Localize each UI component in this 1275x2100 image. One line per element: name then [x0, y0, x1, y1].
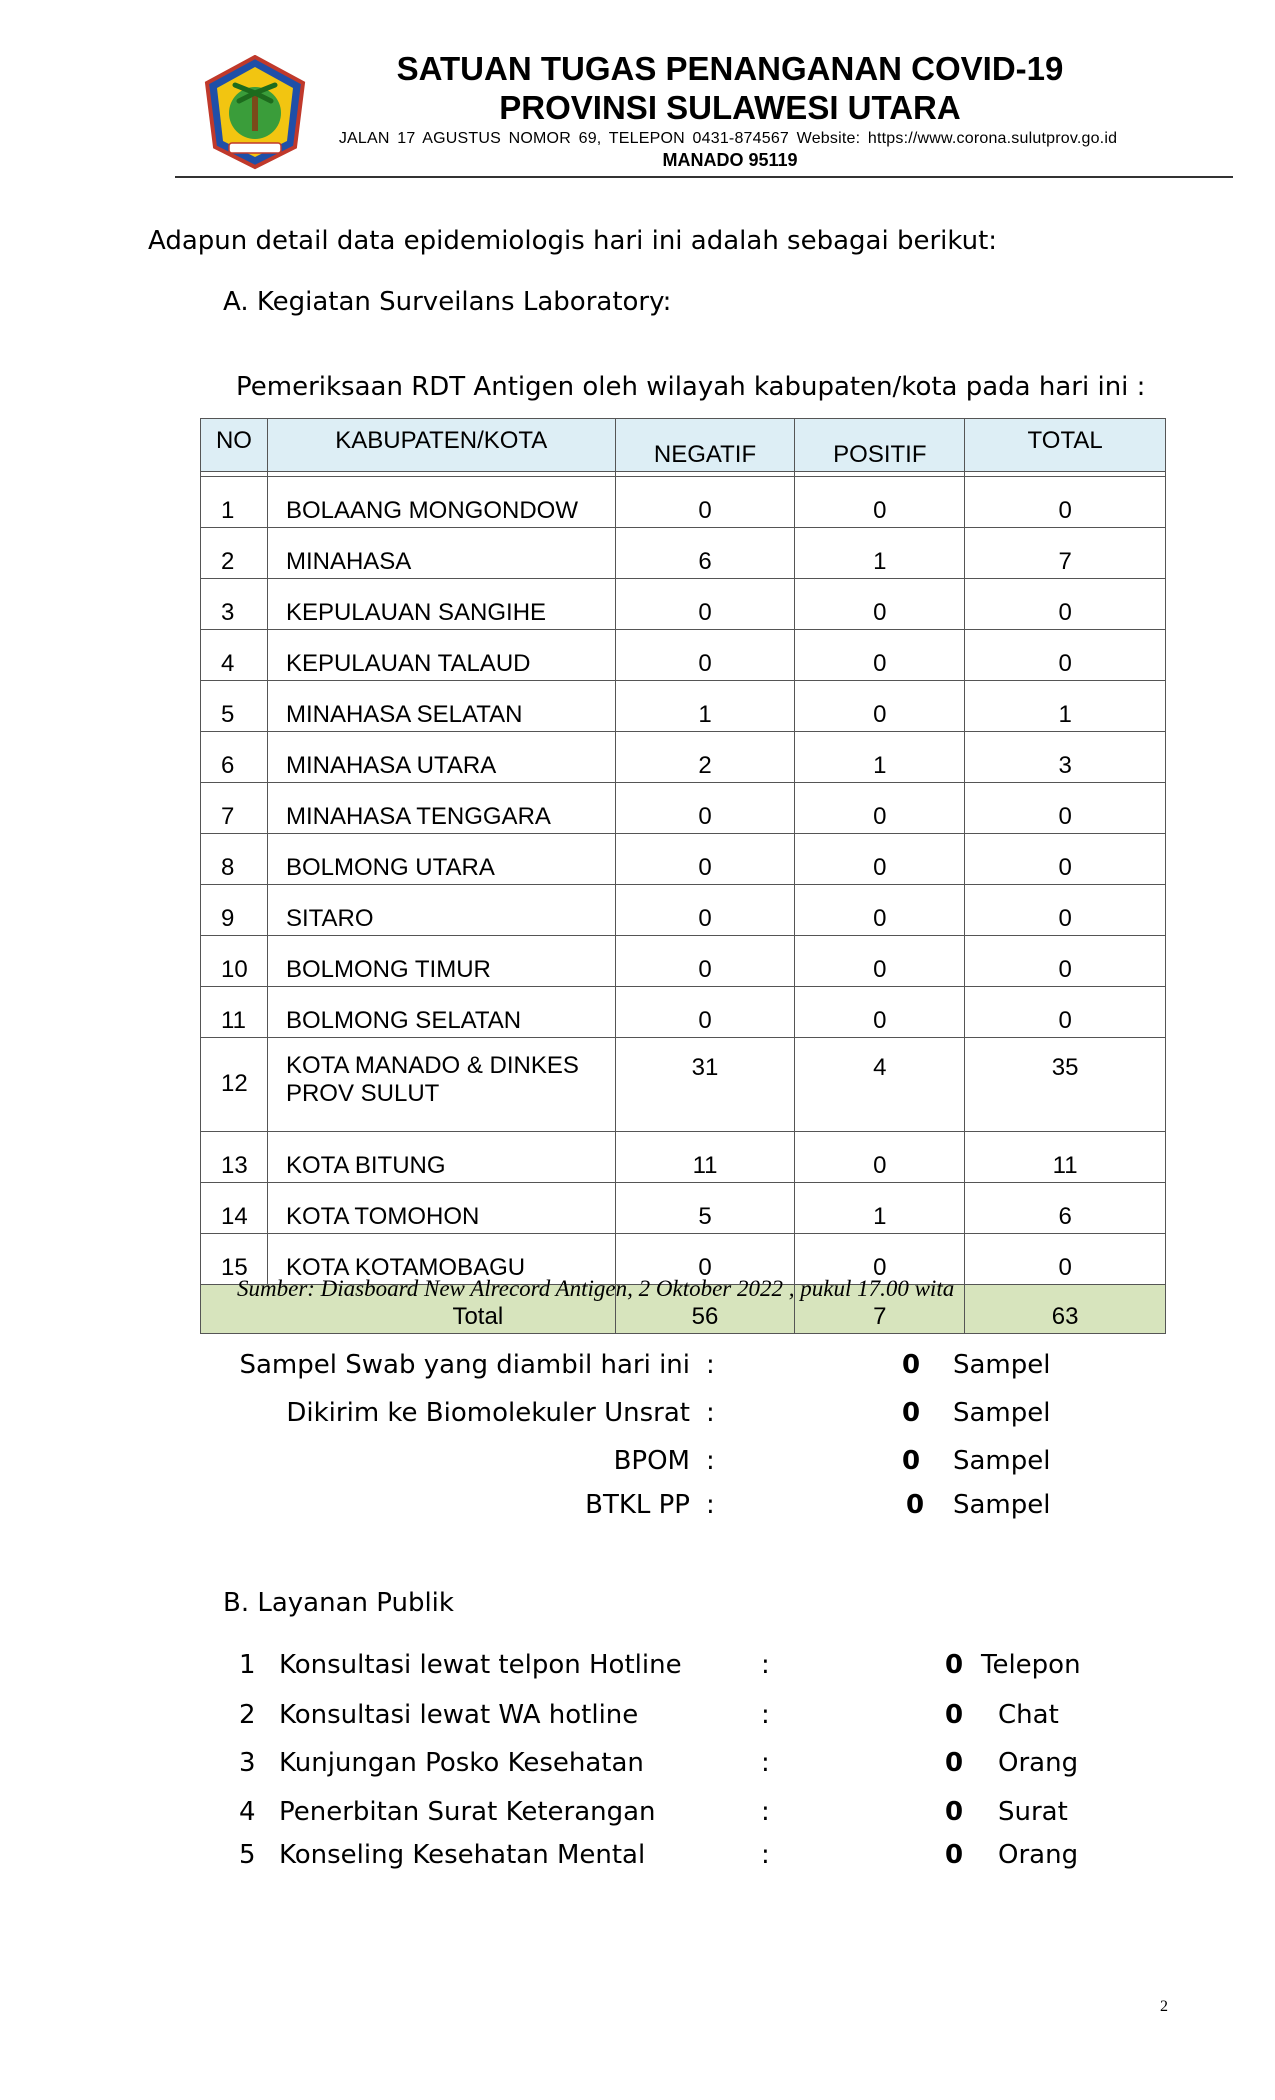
- provincial-emblem-icon: [203, 55, 308, 170]
- row-positif: 0: [795, 885, 965, 936]
- row-positif: 0: [795, 834, 965, 885]
- table-header-row: [201, 419, 1166, 472]
- row-negatif: 1: [615, 681, 795, 732]
- service-label: Konsultasi lewat telpon Hotline: [279, 1650, 682, 1680]
- row-positif: 0: [795, 783, 965, 834]
- service-label: Konseling Kesehatan Mental: [279, 1840, 646, 1870]
- org-city: MANADO 95119: [662, 150, 798, 170]
- table-row: [201, 1038, 1166, 1132]
- row-region: BOLMONG TIMUR: [267, 936, 615, 987]
- row-total: 11: [965, 1132, 1166, 1183]
- section-b-title: B. Layanan Publik: [223, 1588, 454, 1618]
- row-total: 0: [965, 936, 1166, 987]
- row-negatif: 0: [615, 834, 795, 885]
- row-positif: 0: [795, 477, 965, 528]
- service-value: 0: [945, 1748, 964, 1778]
- row-negatif: 0: [615, 579, 795, 630]
- service-value: 0: [945, 1797, 964, 1827]
- row-positif: 1: [795, 528, 965, 579]
- table-row: [201, 936, 1166, 987]
- row-region: KOTA TOMOHON: [267, 1183, 615, 1234]
- service-label: Kunjungan Posko Kesehatan: [279, 1748, 644, 1778]
- row-total: 0: [965, 885, 1166, 936]
- row-positif: 0: [795, 987, 965, 1038]
- row-no: 15: [201, 1234, 268, 1285]
- row-no: 4: [201, 630, 268, 681]
- service-unit: Surat: [998, 1797, 1068, 1827]
- row-negatif: 5: [615, 1183, 795, 1234]
- col-header-positif: POSITIF: [795, 419, 965, 472]
- page-number: 2: [1160, 1998, 1168, 2015]
- sample-value: 0: [902, 1446, 921, 1476]
- service-colon: :: [761, 1700, 770, 1730]
- row-no: 3: [201, 579, 268, 630]
- row-negatif: 0: [615, 987, 795, 1038]
- table-row: [201, 1183, 1166, 1234]
- rdt-antigen-table: [200, 418, 1166, 1334]
- row-no: 9: [201, 885, 268, 936]
- table-row: [201, 1132, 1166, 1183]
- total-positif: 7: [795, 1285, 965, 1334]
- service-no: 3: [239, 1748, 256, 1778]
- row-region: KEPULAUAN SANGIHE: [267, 579, 615, 630]
- row-total: 0: [965, 1234, 1166, 1285]
- service-colon: :: [761, 1748, 770, 1778]
- service-value: 0: [945, 1700, 964, 1730]
- service-colon: :: [761, 1840, 770, 1870]
- row-region: MINAHASA TENGGARA: [267, 783, 615, 834]
- service-unit: Orang: [998, 1748, 1079, 1778]
- service-value: 0: [945, 1840, 964, 1870]
- col-header-total: TOTAL: [965, 419, 1166, 472]
- table-row: [201, 477, 1166, 528]
- service-unit: Orang: [998, 1840, 1079, 1870]
- row-no: 12: [201, 1038, 268, 1132]
- total-negatif: 56: [615, 1285, 795, 1334]
- row-negatif: 0: [615, 783, 795, 834]
- row-region: MINAHASA: [267, 528, 615, 579]
- sample-colon: :: [706, 1398, 715, 1428]
- row-region: KOTA MANADO & DINKES PROV SULUT: [267, 1038, 615, 1132]
- row-no: 2: [201, 528, 268, 579]
- row-region: SITARO: [267, 885, 615, 936]
- row-positif: 0: [795, 936, 965, 987]
- row-no: 13: [201, 1132, 268, 1183]
- sample-label: BTKL PP: [585, 1490, 690, 1520]
- total-label: Total: [201, 1285, 616, 1334]
- row-total: 0: [965, 630, 1166, 681]
- table-row: [201, 834, 1166, 885]
- row-positif: 0: [795, 1234, 965, 1285]
- service-no: 1: [239, 1650, 256, 1680]
- row-total: 3: [965, 732, 1166, 783]
- row-total: 0: [965, 783, 1166, 834]
- row-negatif: 0: [615, 1234, 795, 1285]
- row-no: 7: [201, 783, 268, 834]
- sample-unit: Sampel: [953, 1446, 1051, 1476]
- row-no: 14: [201, 1183, 268, 1234]
- table-row: [201, 630, 1166, 681]
- service-no: 4: [239, 1797, 256, 1827]
- row-total: 0: [965, 579, 1166, 630]
- service-no: 5: [239, 1840, 256, 1870]
- table-row: [201, 681, 1166, 732]
- row-negatif: 0: [615, 630, 795, 681]
- row-positif: 4: [795, 1038, 965, 1132]
- org-address: JALAN 17 AGUSTUS NOMOR 69, TELEPON 0431-874567 Website: https://www.corona.sulutprov.go.id: [338, 130, 1118, 147]
- service-no: 2: [239, 1700, 256, 1730]
- row-region: BOLMONG SELATAN: [267, 987, 615, 1038]
- row-negatif: 2: [615, 732, 795, 783]
- table-row: [201, 987, 1166, 1038]
- sample-value: 0: [902, 1398, 921, 1428]
- sample-label: BPOM: [613, 1446, 690, 1476]
- row-negatif: 0: [615, 885, 795, 936]
- table-source: Sumber: Diasboard New Alrecord Antigen, 2 Oktober 2022 , pukul 17.00 wita: [237, 1276, 955, 1301]
- sample-colon: :: [706, 1446, 715, 1476]
- row-no: 1: [201, 477, 268, 528]
- row-region: KEPULAUAN TALAUD: [267, 630, 615, 681]
- header-divider: [175, 176, 1233, 178]
- sample-colon: :: [706, 1490, 715, 1520]
- row-positif: 0: [795, 579, 965, 630]
- row-positif: 1: [795, 1183, 965, 1234]
- row-negatif: 6: [615, 528, 795, 579]
- row-positif: 1: [795, 732, 965, 783]
- org-province: PROVINSI SULAWESI UTARA: [499, 89, 961, 126]
- intro-text: Adapun detail data epidemiologis hari ini adalah sebagai berikut:: [148, 226, 998, 256]
- row-total: 7: [965, 528, 1166, 579]
- row-total: 0: [965, 987, 1166, 1038]
- sample-value: 0: [906, 1490, 925, 1520]
- service-value: 0: [945, 1650, 964, 1680]
- service-label: Konsultasi lewat WA hotline: [279, 1700, 639, 1730]
- row-region: KOTA BITUNG: [267, 1132, 615, 1183]
- service-colon: :: [761, 1797, 770, 1827]
- service-colon: :: [761, 1650, 770, 1680]
- sample-value: 0: [902, 1350, 921, 1380]
- row-region: MINAHASA SELATAN: [267, 681, 615, 732]
- row-negatif: 0: [615, 477, 795, 528]
- org-title: SATUAN TUGAS PENANGANAN COVID-19: [396, 50, 1064, 87]
- row-total: 1: [965, 681, 1166, 732]
- row-no: 8: [201, 834, 268, 885]
- col-header-no: NO: [201, 419, 268, 472]
- letterhead: [0, 0, 1275, 180]
- sample-label: Sampel Swab yang diambil hari ini: [239, 1350, 690, 1380]
- col-header-negatif: NEGATIF: [615, 419, 795, 472]
- sample-unit: Sampel: [953, 1350, 1051, 1380]
- row-no: 10: [201, 936, 268, 987]
- sample-unit: Sampel: [953, 1490, 1051, 1520]
- table-row: [201, 885, 1166, 936]
- row-total: 0: [965, 477, 1166, 528]
- row-negatif: 11: [615, 1132, 795, 1183]
- row-positif: 0: [795, 681, 965, 732]
- row-total: 35: [965, 1038, 1166, 1132]
- total-total: 63: [965, 1285, 1166, 1334]
- sample-unit: Sampel: [953, 1398, 1051, 1428]
- service-label: Penerbitan Surat Keterangan: [279, 1797, 656, 1827]
- table-row: [201, 528, 1166, 579]
- table-row: [201, 783, 1166, 834]
- table-row: [201, 579, 1166, 630]
- row-no: 11: [201, 987, 268, 1038]
- table-row: [201, 732, 1166, 783]
- row-total: 6: [965, 1183, 1166, 1234]
- row-positif: 0: [795, 630, 965, 681]
- row-no: 6: [201, 732, 268, 783]
- row-region: BOLAANG MONGONDOW: [267, 477, 615, 528]
- sample-label: Dikirim ke Biomolekuler Unsrat: [286, 1398, 690, 1428]
- row-negatif: 31: [615, 1038, 795, 1132]
- row-negatif: 0: [615, 936, 795, 987]
- col-header-region: KABUPATEN/KOTA: [267, 419, 615, 472]
- service-unit: Telepon: [981, 1650, 1081, 1680]
- service-unit: Chat: [998, 1700, 1059, 1730]
- sample-colon: :: [706, 1350, 715, 1380]
- section-a-title: A. Kegiatan Surveilans Laboratory:: [223, 287, 672, 317]
- row-region: MINAHASA UTARA: [267, 732, 615, 783]
- row-positif: 0: [795, 1132, 965, 1183]
- table-caption: Pemeriksaan RDT Antigen oleh wilayah kabupaten/kota pada hari ini :: [236, 372, 1146, 402]
- row-region: BOLMONG UTARA: [267, 834, 615, 885]
- row-no: 5: [201, 681, 268, 732]
- row-total: 0: [965, 834, 1166, 885]
- row-region: KOTA KOTAMOBAGU: [267, 1234, 615, 1285]
